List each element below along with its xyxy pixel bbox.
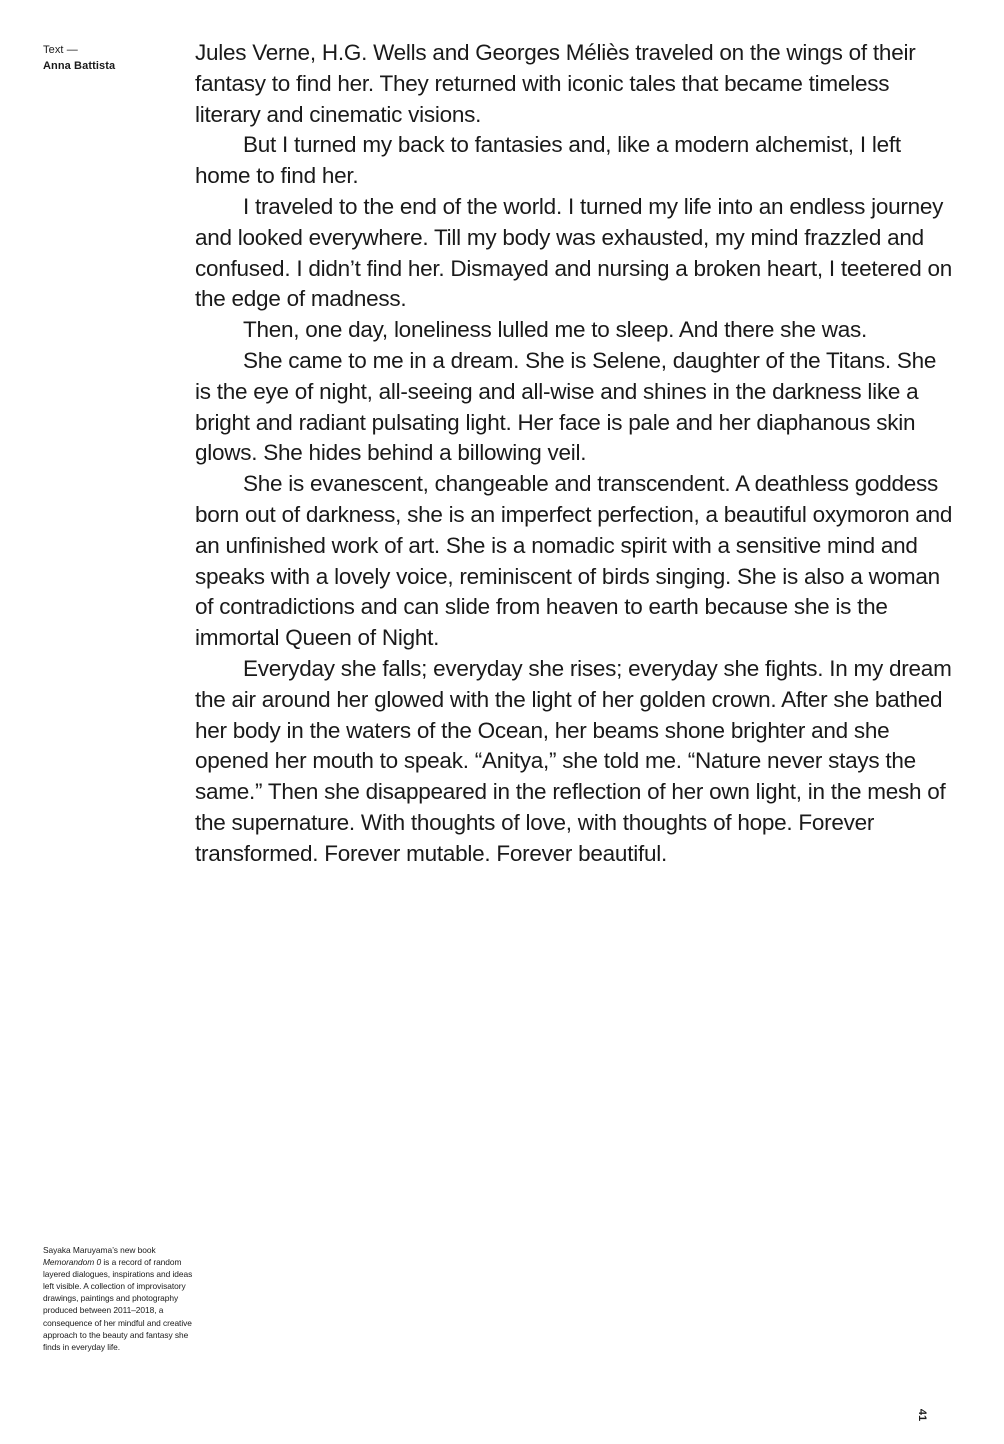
image-caption bbox=[43, 1244, 193, 1353]
credit-role: Text — bbox=[43, 44, 78, 56]
credit-author-name: Anna Battista bbox=[43, 60, 116, 72]
article-paragraph: But I turned my back to fantasies and, like a modern alchemist, I left home to find her. bbox=[195, 132, 901, 189]
author-credit bbox=[43, 42, 115, 74]
caption-lead: Sayaka Maruyama’s new book bbox=[43, 1245, 156, 1255]
article-paragraph: Everyday she falls; everyday she rises; everyday she fights. In my dream the air around her glowed with the light of her golden crown. After she bathed her body in the waters of the Ocean, her beams shone brighter and she opened her mouth to speak. “Anitya,” she told me. “Nature never stays the same.” Then she disappeared in the reflection of her own light, in the mesh of the supernature. With thoughts of love, with thoughts of hope. Forever transformed. Forever mutable. Forever beautiful. bbox=[195, 655, 952, 866]
caption-book-title: Memorandom 0 bbox=[43, 1257, 102, 1268]
article-paragraph: She is evanescent, changeable and transcendent. A deathless goddess born out of darkness, she is an imperfect perfection, a beautiful oxymoron and an unfinished work of art. She is a nomadic spirit with a sensitive mind and speaks with a lovely voice, reminiscent of birds singing. She is also a woman of contradictions and can slide from heaven to earth because she is the immortal Queen of Night. bbox=[195, 471, 953, 651]
caption-body: is a record of random layered dialogues, inspirations and ideas left visible. A collection of improvisatory drawings, paintings and photography produced between 2011–2018, a consequence of her mindful and creative approach to the beauty and fantasy she finds in everyday life. bbox=[43, 1257, 193, 1352]
article-paragraph: She came to me in a dream. She is Selene, daughter of the Titans. She is the eye of night, all-seeing and all-wise and shines in the darkness like a bright and radiant pulsating light. Her face is pale and her diaphanous skin glows. She hides behind a billowing veil. bbox=[195, 347, 937, 466]
article-body bbox=[195, 38, 955, 870]
article-paragraph: Jules Verne, H.G. Wells and Georges Méliès traveled on the wings of their fantasy to find her. They returned with iconic tales that became timeless literary and cinematic visions. bbox=[195, 40, 916, 127]
article-paragraph: Then, one day, loneliness lulled me to sleep. And there she was. bbox=[243, 317, 867, 343]
page-number: 41 bbox=[916, 1408, 928, 1422]
article-paragraph: I traveled to the end of the world. I turned my life into an endless journey and looked everywhere. Till my body was exhausted, my mind frazzled and confused. I didn’t find her. Dismayed and nursing a broken heart, I teetered on the edge of madness. bbox=[195, 193, 952, 312]
